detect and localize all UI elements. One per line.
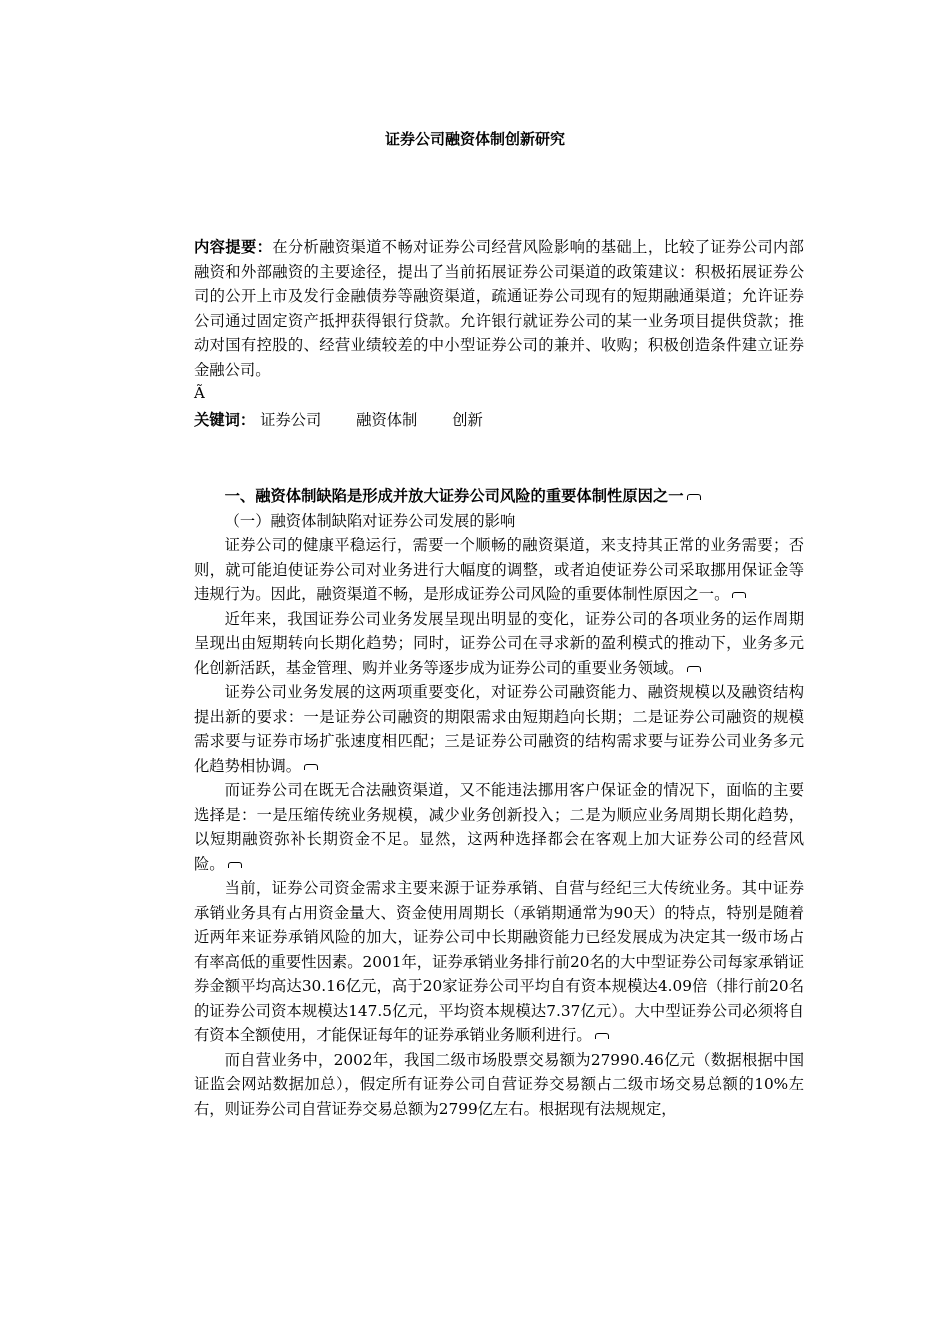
paragraph — [194, 680, 804, 778]
paragraph-text: 近年来，我国证券公司业务发展呈现出明显的变化，证券公司的各项业务的运作周期呈现出由短期转向长期化趋势；同时，证券公司在寻求新的盈利模式的推动下，业务多元化创新活跃，基金管理、购并业务等逐步成为证券公司的重要业务领域。 — [194, 609, 804, 677]
paragraph-text: 证券公司的健康平稳运行，需要一个顺畅的融资渠道，来支持其正常的业务需要；否则，就可能迫使证券公司对业务进行大幅度的调整，或者迫使证券公司采取挪用保证金等违规行为。因此，融资渠道不畅，是形成证券公司风险的重要体制性原因之一。 — [194, 536, 804, 603]
paragraph-mark-icon — [687, 494, 701, 500]
paragraph-text: 证券公司业务发展的这两项重要变化，对证券公司融资能力、融资规模以及融资结构提出新的要求：一是证券公司融资的期限需求由短期趋向长期；二是证券公司融资的规模需求要与证券市场扩张速度相匹配；三是证券公司融资的结构需求要与证券公司业务多元化趋势相协调。 — [194, 683, 804, 775]
section-heading — [194, 484, 804, 509]
keyword: 证券公司 — [260, 411, 322, 429]
paragraph — [194, 778, 804, 876]
abstract-text: 在分析融资渠道不畅对证券公司经营风险影响的基础上，比较了证券公司内部融资和外部融资的主要途径，提出了当前拓展证券公司渠道的政策建议：积极拓展证券公司的公开上市及发行金融债券等融资渠道，疏通证券公司现有的短期融通渠道；允许证券公司通过固定资产抵押获得银行贷款。允许银行就证券公司的某一业务项目提供贷款；推动对国有控股的、经营业绩较差的中小型证券公司的兼并、收购；积极创造条件建立证券金融公司。 — [194, 238, 804, 379]
paragraph — [194, 607, 804, 681]
paragraph-mark-icon — [304, 764, 318, 770]
paragraph — [194, 533, 804, 607]
document-title: 证券公司融资体制创新研究 — [384, 130, 565, 148]
paragraph — [194, 1048, 804, 1122]
abstract-label: 内容提要： — [194, 238, 273, 256]
paragraph-text: 当前，证券公司资金需求主要来源于证券承销、自营与经纪三大传统业务。其中证券承销业务具有占用资金量大、资金使用周期长（承销期通常为90天）的特点，特别是随着近两年来证券承销风险的加大，证券公司中长期融资能力已经发展成为决定其一级市场占有率高低的重要性因素。2001年，证券承销业务排行前20名的大中型证券公司每家承销证券金额平均高达30.16亿元，高于20家证券公司平均自有资本规模达4.09倍（排行前20名的证券公司资本规模达147.5亿元，平均资本规模达7.37亿元）。大中型证券公司必须将自有资本全额使用，才能保证每年的证券承销业务顺利进行。 — [194, 879, 804, 1044]
section-1 — [194, 484, 804, 1121]
stray-character: Ã — [194, 384, 205, 402]
section-subheading: （一）融资体制缺陷对证券公司发展的影响 — [224, 511, 516, 530]
paragraph-mark-icon — [595, 1033, 609, 1039]
abstract — [194, 235, 804, 382]
paragraph-text: 而自营业务中，2002年，我国二级市场股票交易额为27990.46亿元（数据根据中国证监会网站数据加总），假定所有证券公司自营证券交易额占二级市场交易总额的10%左右，则证券公司自营证券交易总额为2799亿左右。根据现有法规规定， — [194, 1050, 804, 1118]
keyword: 融资体制 — [356, 411, 418, 429]
paragraph-text: 而证券公司在既无合法融资渠道，又不能违法挪用客户保证金的情况下，面临的主要选择是：一是压缩传统业务规模，减少业务创新投入；二是为顺应业务周期长期化趋势，以短期融资弥补长期资金不足。显然，这两种选择都会在客观上加大证券公司的经营风险。 — [194, 781, 804, 873]
keyword: 创新 — [452, 411, 483, 429]
paragraph-mark-icon — [732, 592, 746, 598]
section-heading-text: 一、融资体制缺陷是形成并放大证券公司风险的重要体制性原因之一 — [224, 487, 684, 505]
paragraph-mark-icon — [228, 862, 242, 868]
keywords-label: 关键词： — [194, 411, 256, 429]
paragraph-mark-icon — [687, 666, 701, 672]
keywords — [194, 408, 513, 433]
paragraph — [194, 876, 804, 1048]
